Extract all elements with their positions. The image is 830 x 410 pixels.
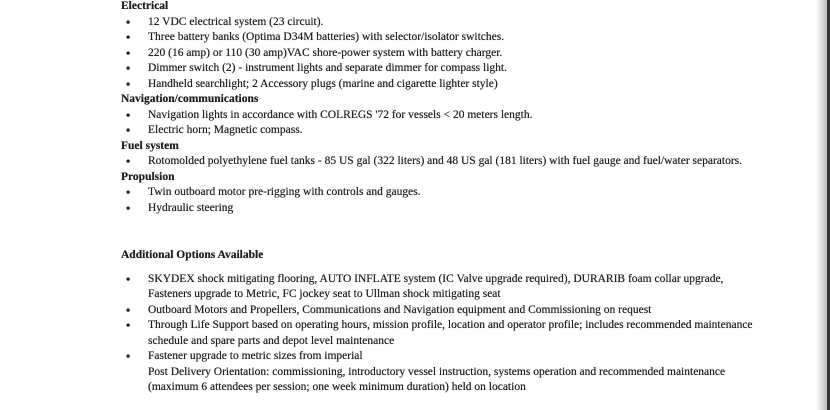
list-item [121,349,830,396]
list-item [121,77,830,93]
bullet-icon: • [126,349,131,363]
section-heading-additional-options: Additional Options Available [121,249,264,261]
list-item-text: Through Life Support based on operating hours, mission profile, location and operator profile; includes recommended maintenance [148,319,753,331]
list-item [121,303,830,319]
section-heading-propulsion: Propulsion [121,170,175,183]
bullet-icon: • [126,318,131,332]
list-item [121,318,830,349]
list-item-text: Electric horn; Magnetic compass. [148,124,303,136]
list-item [121,108,830,124]
list-item [121,272,830,303]
list-item-text-continuation: Fasteners upgrade to Metric, FC jockey seat to Ullman shock mitigating seat [148,288,501,300]
section-heading-electrical: Electrical [121,0,169,12]
list-item [121,15,830,31]
list-item-text: Hydraulic steering [148,201,234,214]
bullet-icon: • [126,154,131,168]
list-item-text-continuation: Post Delivery Orientation: commissioning, introductory vessel instruction, systems operation and recommended maintenance [148,365,726,378]
bullet-icon: • [126,123,131,137]
list-item [121,123,830,139]
list-item-text: Three battery banks (Optima D34M batteries) with selector/isolator switches. [148,31,505,43]
list-item-text: 12 VDC electrical system (23 circuit). [148,15,324,28]
list-item-text: Dimmer switch (2) - instrument lights and separate dimmer for compass light. [148,62,507,74]
list-item-text: Rotomolded polyethylene fuel tanks - 85 US gal (322 liters) and 48 US gal (181 liters) with fuel gauge and fuel/water separators. [148,155,743,167]
list-item [121,61,830,77]
bullet-icon: • [126,45,131,60]
list-item-text-continuation: schedule and spare parts and depot level maintenance [148,334,395,347]
list-item-text-continuation: (maximum 6 attendees per session; one week minimum duration) held on location [148,381,526,393]
list-item [121,154,830,170]
specifications-text [121,0,830,396]
bullet-icon: • [126,61,131,75]
window-edge-shadow [816,0,827,410]
section-heading-fuel-system: Fuel system [121,139,179,152]
list-item-text: Fastener upgrade to metric sizes from imperial [148,350,363,362]
section-heading-navigation-communications: Navigation/communications [121,93,259,105]
bullet-icon: • [126,107,131,122]
list-item-text: SKYDEX shock mitigating flooring, AUTO INFLATE system (IC Valve upgrade required), DURARIB foam collar upgrade, [148,272,724,285]
bullet-icon: • [126,30,131,44]
list-item [121,185,830,201]
bullet-icon: • [126,14,131,29]
bullet-icon: • [126,200,131,215]
list-item-text: Navigation lights in accordance with COLREGS '72 for vessels < 20 meters length. [148,108,533,121]
list-item [121,46,830,62]
list-item-text: Outboard Motors and Propellers, Communications and Navigation equipment and Commissioning on request [148,303,652,316]
bullet-icon: • [126,76,131,91]
list-item [121,201,830,217]
bullet-icon: • [126,185,131,199]
list-item-text: Handheld searchlight; 2 Accessory plugs (marine and cigarette lighter style) [148,77,498,90]
list-item [121,30,830,46]
list-item-text: Twin outboard motor pre-rigging with controls and gauges. [148,186,421,198]
list-item-text: 220 (16 amp) or 110 (30 amp)VAC shore-power system with battery charger. [148,46,503,59]
bullet-icon: • [126,271,131,286]
bullet-icon: • [126,302,131,317]
